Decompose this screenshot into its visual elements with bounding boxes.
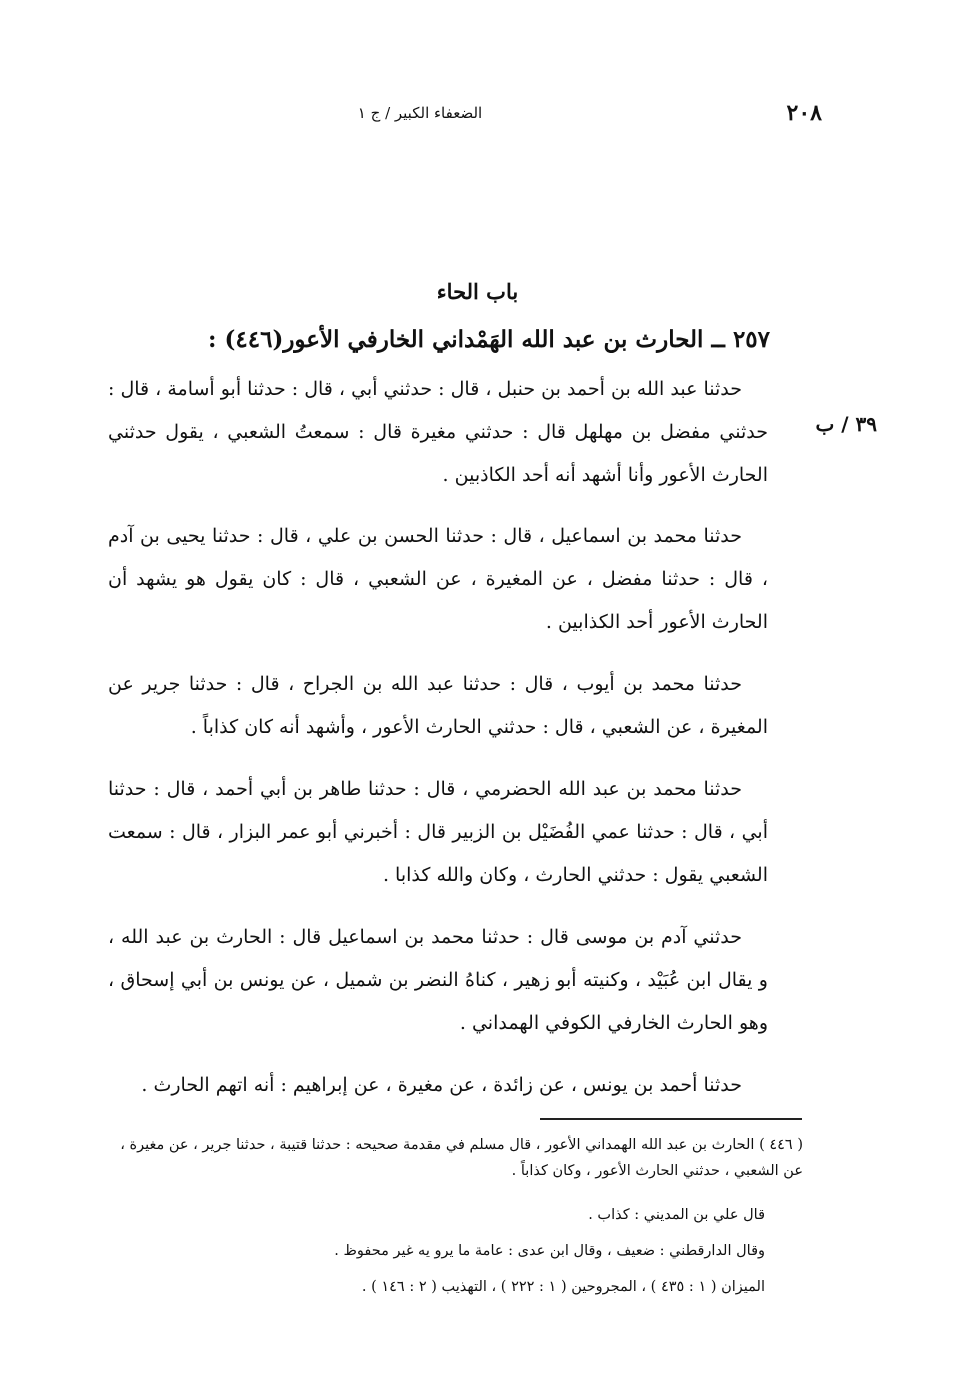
footnote-446: ( ٤٤٦ ) الحارث بن عبد الله الهمداني الأعور ، قال مسلم في مقدمة صحيحه : حدثنا قتيبة ، حدثنا جرير ، عن مغيرة ، عن الشعبي ، حدثني الحارث الأعور ، وكان كذاباً . xyxy=(120,1137,803,1179)
paragraph-1 xyxy=(108,368,768,497)
manuscript-folio-note: ٣٩ / ب xyxy=(815,412,877,436)
paragraph-2 xyxy=(108,515,768,644)
paragraph-text: حدثنا أحمد بن يونس ، عن زائدة ، عن مغيرة ، عن إبراهيم : أنه اتهم الحارث . xyxy=(141,1074,742,1096)
chapter-title: باب الحاء xyxy=(436,279,519,304)
footnote-line: وقال الدارقطني : ضعيف ، وقال ابن عدى : عامة ما يرو يه غير محفوظ . xyxy=(334,1243,765,1259)
running-title: الضعفاء الكبير / ج ١ xyxy=(357,104,483,122)
paragraph-3 xyxy=(108,663,768,749)
paragraph-5 xyxy=(108,916,768,1045)
paragraph-text: حدثنا عبد الله بن أحمد بن حنبل ، قال : حدثني أبي ، قال : حدثنا أبو أسامة ، قال : حدثني مفضل بن مهلهل قال : حدثني مغيرة قال : سمعتُ الشعبي ، يقول حدثني الحارث الأعور وأنا أشهد أنه أحد الكاذبين . xyxy=(108,378,768,486)
paragraph-6 xyxy=(108,1064,768,1107)
page-number: ٢٠٨ xyxy=(786,100,822,126)
entry-heading: ٢٥٧ ــ الحارث بن عبد الله الهَمْداني الخارفي الأعور(٤٤٦) : xyxy=(207,326,770,353)
paragraph-text: حدثني آدم بن موسى قال : حدثنا محمد بن اسماعيل قال : الحارث بن عبد الله ، و يقال ابن عُبَيْد ، وكنيته أبو زهير ، كناهُ النضر بن شميل ، عن يونس بن أبي إسحاق ، وهو الحارث الخارفي الكوفي الهمداني . xyxy=(108,926,768,1034)
paragraph-text: حدثنا محمد بن عبد الله الحضرمي ، قال : حدثنا طاهر بن أبي أحمد ، قال : حدثنا أبي ، قال : حدثنا عمي الفُضَيْل بن الزبير قال : أخبرني أبو عمر البزار ، قال : سمعت الشعبي يقول : حدثني الحارث ، وكان والله كذابا . xyxy=(108,778,768,886)
footnote-references: الميزان ( ١ : ٤٣٥ ) ، المجروحين ( ١ : ٢٢٢ ) ، التهذيب ( ٢ : ١٤٦ ) . xyxy=(361,1279,765,1295)
footnote-divider xyxy=(540,1118,802,1120)
footnote-line: قال علي بن المديني : كذاب . xyxy=(588,1207,765,1223)
paragraph-text: حدثنا محمد بن اسماعيل ، قال : حدثنا الحسن بن علي ، قال : حدثنا يحيى بن آدم ، قال : حدثنا مفضل ، عن المغيرة ، عن الشعبي ، قال : كان يقول هو يشهد أن الحارث الأعور أحد الكذابين . xyxy=(108,525,768,633)
paragraph-4 xyxy=(108,768,768,897)
paragraph-text: حدثنا محمد بن أيوب ، قال : حدثنا عبد الله بن الجراح ، قال : حدثنا جرير عن المغيرة ، عن الشعبي ، قال : حدثني الحارث الأعور ، وأشهد أنه كان كذاباً . xyxy=(108,673,768,738)
